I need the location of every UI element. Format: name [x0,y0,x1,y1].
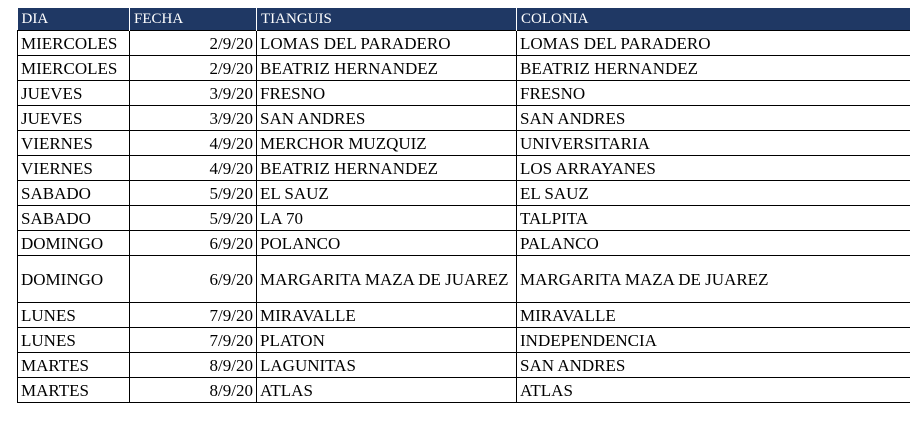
cell-colonia[interactable]: SAN ANDRES [517,353,910,378]
cell-colonia[interactable]: PALANCO [517,231,910,256]
cell-colonia[interactable]: LOS ARRAYANES [517,156,910,181]
cell-dia[interactable]: VIERNES [18,156,130,181]
table-row [18,56,910,81]
cell-colonia[interactable]: INDEPENDENCIA [517,328,910,353]
table-row [18,106,910,131]
cell-dia[interactable]: MARTES [18,378,130,403]
cell-tianguis[interactable]: MERCHOR MUZQUIZ [257,131,517,156]
cell-colonia[interactable]: SAN ANDRES [517,106,910,131]
cell-colonia[interactable]: ATLAS [517,378,910,403]
header-colonia[interactable]: COLONIA [517,8,910,31]
cell-dia[interactable]: MIERCOLES [18,56,130,81]
cell-fecha[interactable]: 7/9/20 [130,328,257,353]
cell-fecha[interactable]: 5/9/20 [130,181,257,206]
cell-dia[interactable]: MIERCOLES [18,31,130,56]
cell-tianguis[interactable]: FRESNO [257,81,517,106]
cell-fecha[interactable]: 8/9/20 [130,353,257,378]
table-row [18,256,910,303]
table-row [18,156,910,181]
table-row [18,31,910,56]
cell-colonia[interactable]: EL SAUZ [517,181,910,206]
table-row [18,353,910,378]
cell-fecha[interactable]: 6/9/20 [130,256,257,303]
cell-colonia[interactable]: MARGARITA MAZA DE JUAREZ [517,256,910,303]
cell-tianguis[interactable]: MARGARITA MAZA DE JUAREZ [257,256,517,303]
cell-fecha[interactable]: 7/9/20 [130,303,257,328]
cell-dia[interactable]: JUEVES [18,106,130,131]
cell-tianguis[interactable]: POLANCO [257,231,517,256]
table-row [18,131,910,156]
cell-dia[interactable]: JUEVES [18,81,130,106]
cell-colonia[interactable]: LOMAS DEL PARADERO [517,31,910,56]
header-fecha[interactable]: FECHA [130,8,257,31]
cell-colonia[interactable]: MIRAVALLE [517,303,910,328]
cell-dia[interactable]: LUNES [18,328,130,353]
cell-dia[interactable]: MARTES [18,353,130,378]
cell-fecha[interactable]: 2/9/20 [130,56,257,81]
cell-fecha[interactable]: 3/9/20 [130,81,257,106]
cell-colonia[interactable]: UNIVERSITARIA [517,131,910,156]
cell-colonia[interactable]: TALPITA [517,206,910,231]
cell-fecha[interactable]: 4/9/20 [130,156,257,181]
cell-tianguis[interactable]: BEATRIZ HERNANDEZ [257,56,517,81]
cell-fecha[interactable]: 6/9/20 [130,231,257,256]
header-dia[interactable]: DIA [18,8,130,31]
cell-tianguis[interactable]: EL SAUZ [257,181,517,206]
header-tianguis[interactable]: TIANGUIS [257,8,517,31]
header-row [18,8,910,31]
cell-tianguis[interactable]: LA 70 [257,206,517,231]
cell-colonia[interactable]: BEATRIZ HERNANDEZ [517,56,910,81]
cell-dia[interactable]: DOMINGO [18,256,130,303]
cell-fecha[interactable]: 2/9/20 [130,31,257,56]
table-row [18,231,910,256]
cell-dia[interactable]: LUNES [18,303,130,328]
cell-fecha[interactable]: 5/9/20 [130,206,257,231]
cell-tianguis[interactable]: ATLAS [257,378,517,403]
cell-fecha[interactable]: 4/9/20 [130,131,257,156]
table-row [18,81,910,106]
cell-tianguis[interactable]: MIRAVALLE [257,303,517,328]
table-row [18,378,910,403]
table-row [18,181,910,206]
cell-tianguis[interactable]: PLATON [257,328,517,353]
table-row [18,303,910,328]
cell-dia[interactable]: SABADO [18,206,130,231]
cell-tianguis[interactable]: BEATRIZ HERNANDEZ [257,156,517,181]
cell-fecha[interactable]: 3/9/20 [130,106,257,131]
cell-tianguis[interactable]: LAGUNITAS [257,353,517,378]
table-row [18,206,910,231]
tianguis-table [17,8,910,403]
cell-dia[interactable]: DOMINGO [18,231,130,256]
cell-dia[interactable]: VIERNES [18,131,130,156]
cell-dia[interactable]: SABADO [18,181,130,206]
cell-fecha[interactable]: 8/9/20 [130,378,257,403]
cell-tianguis[interactable]: LOMAS DEL PARADERO [257,31,517,56]
cell-tianguis[interactable]: SAN ANDRES [257,106,517,131]
table-row [18,328,910,353]
cell-colonia[interactable]: FRESNO [517,81,910,106]
